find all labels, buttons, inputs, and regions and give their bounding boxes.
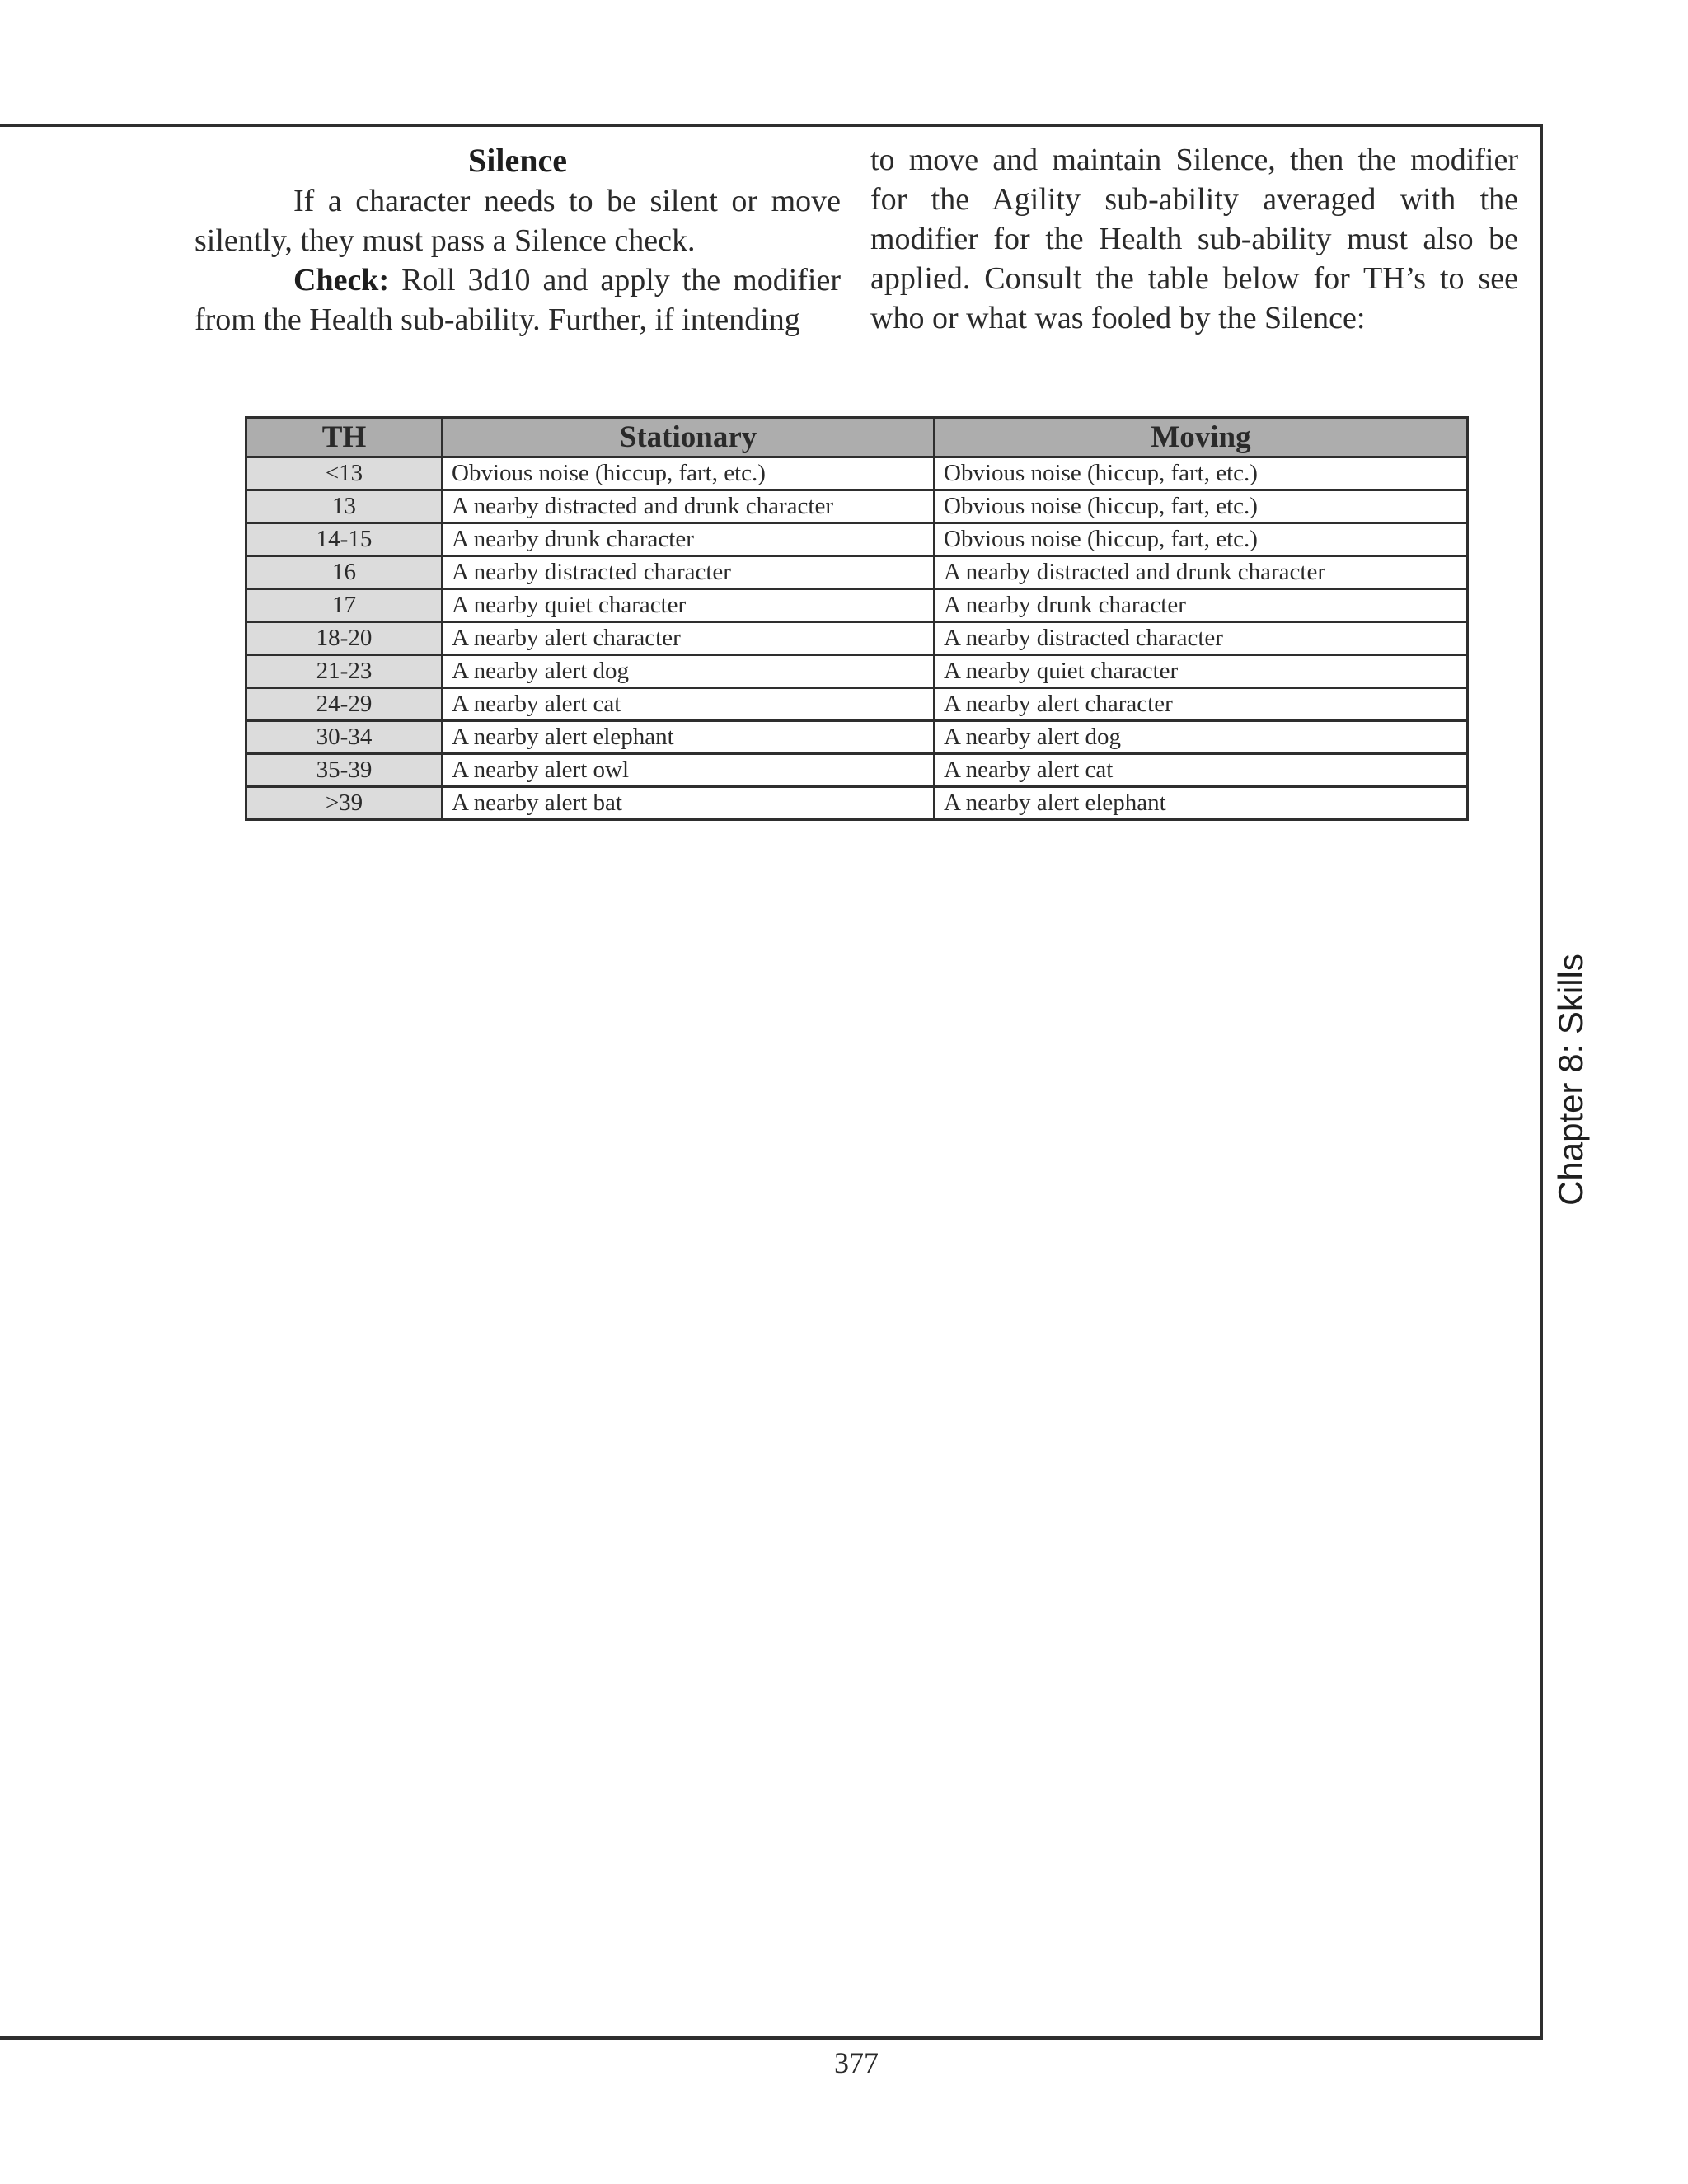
chapter-label: Chapter 8: Skills bbox=[1551, 954, 1591, 1206]
th-cell: 24-29 bbox=[246, 688, 443, 721]
th-cell: 17 bbox=[246, 589, 443, 622]
table-row bbox=[246, 655, 1468, 688]
moving-cell: A nearby distracted and drunk character bbox=[935, 556, 1468, 589]
stationary-cell: A nearby quiet character bbox=[443, 589, 935, 622]
table-header-row bbox=[246, 418, 1468, 457]
check-text: Roll 3d10 and apply the modifier from the Health sub-ability. Further, if intending bbox=[195, 263, 841, 337]
continuation-paragraph: to move and maintain Silence, then the modifier for the Agility sub-ability averaged with the modifier for the Health sub-ability must also be applied. Consult the table below for TH’s to see who or what was fooled by the Silence: bbox=[870, 143, 1518, 335]
table-row bbox=[246, 589, 1468, 622]
moving-cell: Obvious noise (hiccup, fart, etc.) bbox=[935, 523, 1468, 556]
th-cell: 35-39 bbox=[246, 754, 443, 787]
page-frame bbox=[0, 124, 1543, 2040]
moving-cell: A nearby quiet character bbox=[935, 655, 1468, 688]
moving-cell: A nearby drunk character bbox=[935, 589, 1468, 622]
th-cell: 21-23 bbox=[246, 655, 443, 688]
section-heading: Silence bbox=[468, 142, 567, 179]
check-paragraph bbox=[195, 260, 841, 340]
table-row bbox=[246, 556, 1468, 589]
moving-cell: A nearby distracted character bbox=[935, 622, 1468, 655]
stationary-cell: A nearby alert cat bbox=[443, 688, 935, 721]
table-row bbox=[246, 688, 1468, 721]
th-cell: 30-34 bbox=[246, 721, 443, 754]
stationary-cell: A nearby alert character bbox=[443, 622, 935, 655]
th-cell: <13 bbox=[246, 457, 443, 490]
moving-cell: A nearby alert dog bbox=[935, 721, 1468, 754]
th-cell: 14-15 bbox=[246, 523, 443, 556]
left-column bbox=[195, 140, 841, 340]
table-row bbox=[246, 721, 1468, 754]
moving-cell: Obvious noise (hiccup, fart, etc.) bbox=[935, 457, 1468, 490]
intro-paragraph: If a character needs to be silent or move silently, they must pass a Silence check. bbox=[195, 184, 841, 258]
moving-cell: A nearby alert character bbox=[935, 688, 1468, 721]
table-row bbox=[246, 490, 1468, 523]
th-cell: 16 bbox=[246, 556, 443, 589]
check-label: Check: bbox=[293, 263, 390, 298]
table-row bbox=[246, 457, 1468, 490]
table-row bbox=[246, 523, 1468, 556]
page-number: 377 bbox=[834, 2046, 879, 2079]
moving-cell: Obvious noise (hiccup, fart, etc.) bbox=[935, 490, 1468, 523]
stationary-cell: A nearby alert bat bbox=[443, 787, 935, 820]
right-column bbox=[870, 140, 1518, 338]
table-row bbox=[246, 622, 1468, 655]
stationary-cell: A nearby distracted character bbox=[443, 556, 935, 589]
header-moving: Moving bbox=[935, 418, 1468, 457]
silence-table bbox=[245, 416, 1469, 821]
th-cell: >39 bbox=[246, 787, 443, 820]
table-row bbox=[246, 754, 1468, 787]
stationary-cell: A nearby alert elephant bbox=[443, 721, 935, 754]
header-stationary: Stationary bbox=[443, 418, 935, 457]
moving-cell: A nearby alert elephant bbox=[935, 787, 1468, 820]
table-row bbox=[246, 787, 1468, 820]
stationary-cell: A nearby distracted and drunk character bbox=[443, 490, 935, 523]
header-th: TH bbox=[246, 418, 443, 457]
th-cell: 13 bbox=[246, 490, 443, 523]
stationary-cell: A nearby alert dog bbox=[443, 655, 935, 688]
stationary-cell: A nearby alert owl bbox=[443, 754, 935, 787]
stationary-cell: A nearby drunk character bbox=[443, 523, 935, 556]
th-cell: 18-20 bbox=[246, 622, 443, 655]
chapter-side-tab bbox=[1540, 940, 1602, 1220]
moving-cell: A nearby alert cat bbox=[935, 754, 1468, 787]
stationary-cell: Obvious noise (hiccup, fart, etc.) bbox=[443, 457, 935, 490]
